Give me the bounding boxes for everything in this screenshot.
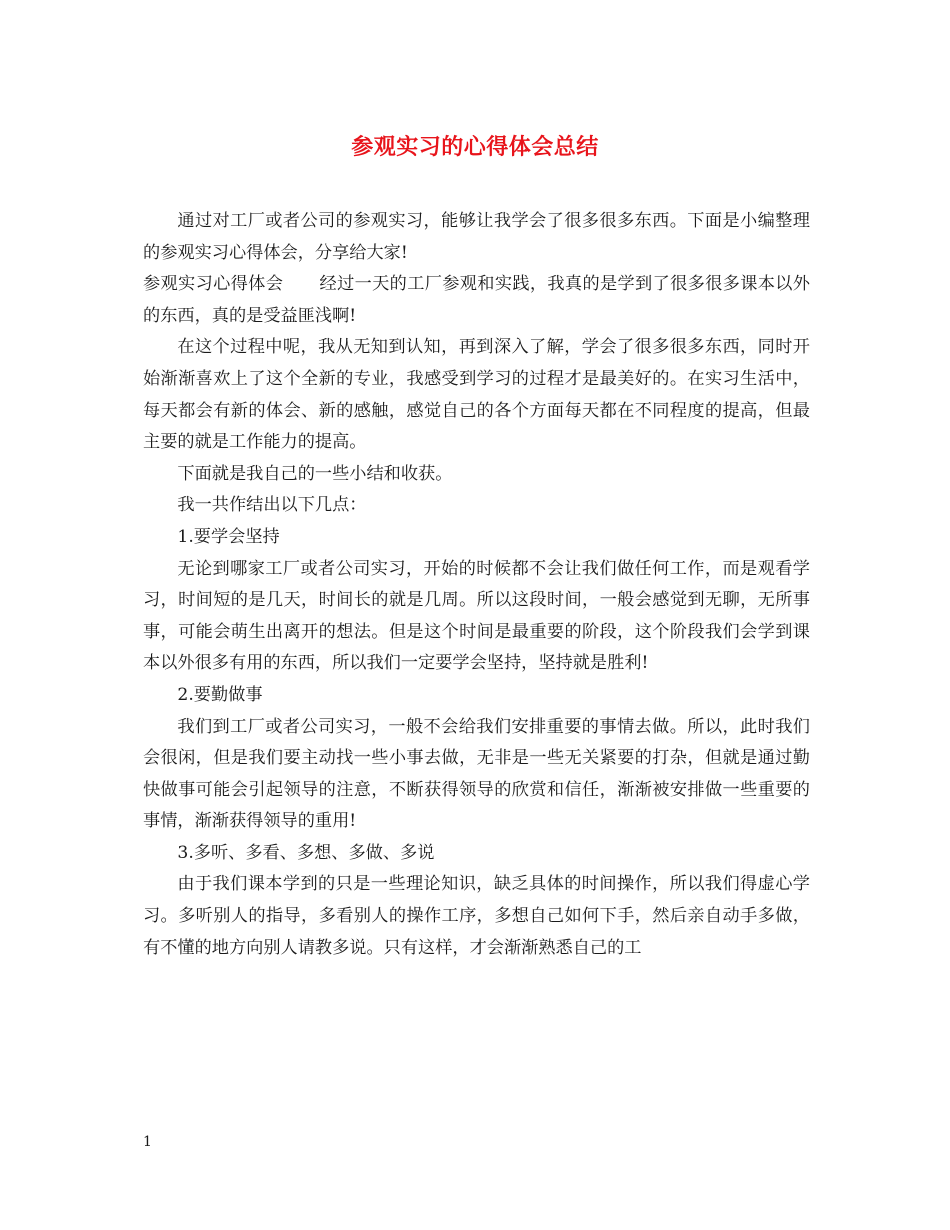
point-1-text: 无论到哪家工厂或者公司实习，开始的时候都不会让我们做任何工作，而是观看学习，时间短的是几天，时间长的就是几周。所以这段时间，一般会感觉到无聊，无所事事，可能会萌生出离开的想法。但是这个时间是最重要的阶段，这个阶段我们会学到课本以外很多有用的东西，所以我们一定要学会坚持，坚持就是胜利! [143, 558, 810, 674]
document-title: 参观实习的心得体会总结 [351, 134, 599, 160]
page-number: 1 [143, 1134, 152, 1150]
body-paragraph-1: 在这个过程中呢，我从无知到认知，再到深入了解，学会了很多很多东西，同时开始渐渐喜欢上了这个全新的专业，我感受到学习的过程才是最美好的。在实习生活中，每天都会有新的体会、新的感触，感觉自己的各个方面每天都在不同程度的提高，但最主要的就是工作能力的提高。 [143, 337, 810, 453]
point-1-heading: 1.要学会坚持 [177, 526, 280, 547]
section-text: 经过一天的工厂参观和实践，我真的是学到了很多很多课本以外的东西，真的是受益匪浅啊! [143, 274, 810, 326]
point-3-text: 由于我们课本学到的只是一些理论知识，缺乏具体的时间操作，所以我们得虚心学习。多听别人的指导，多看别人的操作工序，多想自己如何下手，然后亲自动手多做，有不懂的地方向别人请教多说。只有这样，才会渐渐熟悉自己的工 [143, 874, 810, 958]
body-paragraph-3: 我一共作结出以下几点： [177, 495, 367, 516]
section-label: 参观实习心得体会 [143, 274, 284, 295]
document-body [143, 206, 810, 964]
intro-paragraph: 通过对工厂或者公司的参观实习，能够让我学会了很多很多东西。下面是小编整理的参观实习心得体会，分享给大家! [143, 211, 810, 263]
point-2-heading: 2.要勤做事 [177, 684, 263, 705]
body-paragraph-2: 下面就是我自己的一些小结和收获。 [177, 463, 453, 484]
point-2-text: 我们到工厂或者公司实习，一般不会给我们安排重要的事情去做。所以，此时我们会很闲，但是我们要主动找一些小事去做，无非是一些无关紧要的打杂，但就是通过勤快做事可能会引起领导的注意，不断获得领导的欣赏和信任，渐渐被安排做一些重要的事情，渐渐获得领导的重用! [143, 716, 810, 832]
section-paragraph [143, 269, 810, 332]
point-3-heading: 3.多听、多看、多想、多做、多说 [177, 842, 435, 863]
